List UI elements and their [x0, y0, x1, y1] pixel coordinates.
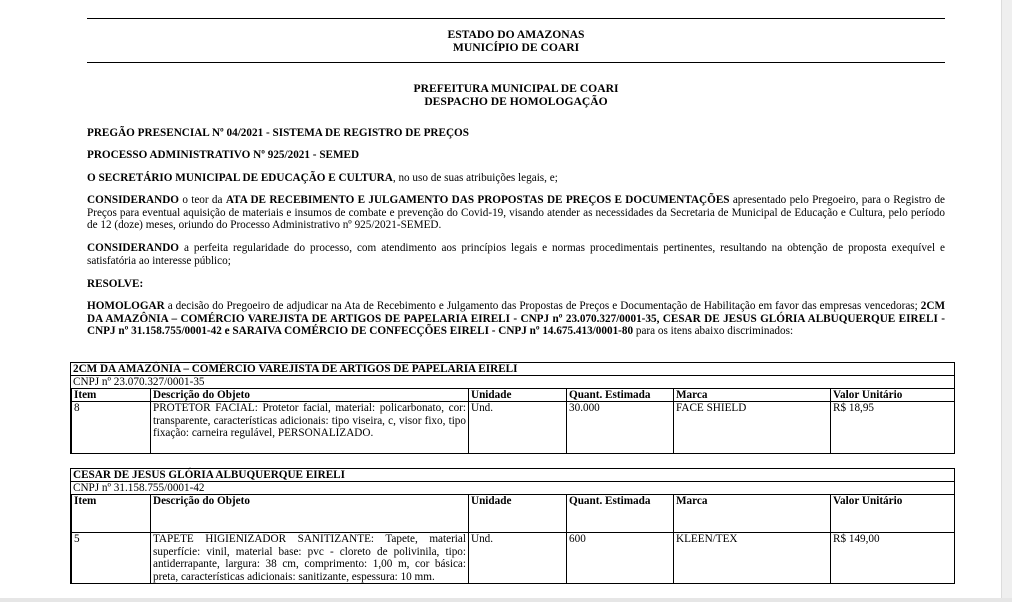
- col-item-header: Item: [72, 495, 151, 533]
- col-unidade-header: Unidade: [469, 389, 567, 402]
- table-row: [72, 533, 955, 584]
- homologar-empresas: 2CM DA AMAZÔNIA – COMÉRCIO VAREJISTA DE ARTIGOS DE PAPELARIA EIRELI - CNPJ nº 23.070.327/0001-35, CESAR DE JESUS GLÓRIA ALBUQUERQUE EIRELI - CNPJ nº 31.158.755/0001-42 e SARAIVA COMÉRCIO DE CONFECÇÕES EIRELI - CNPJ nº 14.675.413/0001-80: [87, 300, 945, 338]
- homologar-paragraph: [87, 300, 945, 338]
- cell-descricao: TAPETE HIGIENIZADOR SANITIZANTE: Tapete, material superfície: vinil, material base: pvc - cloreto de polivinila, tipo: antiderrapante, largura: 38 cm, comprimento: 1,00 m, cor básica: preta, características adicionais: sanitizante, espessura: 10 mm.: [151, 533, 469, 584]
- cell-marca: KLEEN/TEX: [674, 533, 831, 584]
- considerando1-text1: o teor da: [179, 194, 226, 206]
- cell-descricao: PROTETOR FACIAL: Protetor facial, material: policarbonato, cor: transparente, características adicionais: tipo viseira, c, visor fixo, tipo fixação: carneira regulável, PERSONALIZADO.: [151, 402, 469, 454]
- considerando2-label: CONSIDERANDO: [87, 242, 179, 254]
- col-quant-header: Quant. Estimada: [567, 495, 674, 533]
- cell-item: 5: [72, 533, 151, 584]
- cell-valor: R$ 18,95: [831, 402, 955, 454]
- homologar-label: HOMOLOGAR: [87, 300, 165, 312]
- scrollbar-track[interactable]: [1001, 0, 1012, 602]
- cell-quant: 30.000: [567, 402, 674, 454]
- cell-unidade: Und.: [469, 533, 567, 584]
- considerando2-paragraph: [87, 242, 945, 267]
- col-marca-header: Marca: [674, 495, 831, 533]
- homologar-text1: a decisão do Pregoeiro de adjudicar na Ata de Recebimento e Julgamento das Propostas de Preços e Documentação de Habilitação em favor das empresas vencedoras;: [164, 300, 921, 312]
- supplier-name: 2CM DA AMAZÔNIA – COMÉRCIO VAREJISTA DE ARTIGOS DE PAPELARIA EIRELI: [71, 363, 954, 376]
- supplier-group-2: [70, 468, 955, 584]
- items-table: [71, 388, 955, 454]
- header-block: [87, 28, 945, 54]
- supplier-cnpj: CNPJ nº 31.158.755/0001-42: [73, 482, 205, 494]
- considerando1-label: CONSIDERANDO: [87, 194, 179, 206]
- header-rule: [87, 62, 945, 63]
- pregao-line: PREGÃO PRESENCIAL Nº 04/2021 - SISTEMA DE REGISTRO DE PREÇOS: [87, 127, 469, 139]
- considerando1-text2: apresentado pelo Pregoeiro, para o Registro de Preços para eventual aquisição de materiais e insumos de combate e prevenção do Covid-19, visando atender as necessidades da Secretaria de Municipal de Educação e Cultura, pelo período de 12 (doze) meses, oriundo do Processo Administrativo nº 925/2021-SEMED.: [87, 194, 945, 232]
- col-valor-header: Valor Unitário: [831, 389, 955, 402]
- processo-line: PROCESSO ADMINISTRATIVO Nº 925/2021 - SEMED: [87, 149, 360, 161]
- title-prefeitura: PREFEITURA MUNICIPAL DE COARI: [413, 82, 619, 95]
- cell-unidade: Und.: [469, 402, 567, 454]
- col-marca-header: Marca: [674, 389, 831, 402]
- resolve-line: RESOLVE:: [87, 278, 144, 290]
- col-valor-header: Valor Unitário: [831, 495, 955, 533]
- title-block: [87, 82, 945, 108]
- secretario-paragraph: [87, 172, 945, 185]
- table-header-row: [72, 495, 955, 533]
- secretario-rest: , no uso de suas atribuições legais, e;: [392, 172, 558, 184]
- supplier-cnpj: CNPJ nº 23.070.327/0001-35: [73, 376, 205, 388]
- col-unidade-header: Unidade: [469, 495, 567, 533]
- col-descricao-header: Descrição do Objeto: [151, 495, 469, 533]
- cell-marca: FACE SHIELD: [674, 402, 831, 454]
- cell-quant: 600: [567, 533, 674, 584]
- table-row: [72, 402, 955, 454]
- cell-item: 8: [72, 402, 151, 454]
- top-rule: [87, 18, 945, 19]
- secretario-bold: O SECRETÁRIO MUNICIPAL DE EDUCAÇÃO E CULTURA: [87, 172, 393, 184]
- items-table: [71, 494, 955, 584]
- col-quant-header: Quant. Estimada: [567, 389, 674, 402]
- considerando1-paragraph: [87, 194, 945, 232]
- header-municipio: MUNICÍPIO DE COARI: [452, 41, 580, 54]
- viewport-bottom-edge: [0, 598, 1012, 602]
- cell-valor: R$ 149,00: [831, 533, 955, 584]
- considerando2-text: a perfeita regularidade do processo, com atendimento aos princípios legais e normas procedimentais pertinentes, resultando na obtenção de proposta exequível e satisfatória ao interesse público;: [87, 242, 945, 267]
- table-header-row: [72, 389, 955, 402]
- header-estado: ESTADO DO AMAZONAS: [447, 28, 585, 41]
- supplier-name: CESAR DE JESUS GLÓRIA ALBUQUERQUE EIRELI: [71, 469, 954, 482]
- col-item-header: Item: [72, 389, 151, 402]
- homologar-text2: para os itens abaixo discriminados:: [633, 325, 794, 338]
- col-descricao-header: Descrição do Objeto: [151, 389, 469, 402]
- considerando1-ata: ATA DE RECEBIMENTO E JULGAMENTO DAS PROPOSTAS DE PREÇOS E DOCUMENTAÇÕES: [225, 194, 730, 206]
- supplier-group-1: [70, 362, 955, 454]
- title-despacho: DESPACHO DE HOMOLOGAÇÃO: [424, 95, 608, 108]
